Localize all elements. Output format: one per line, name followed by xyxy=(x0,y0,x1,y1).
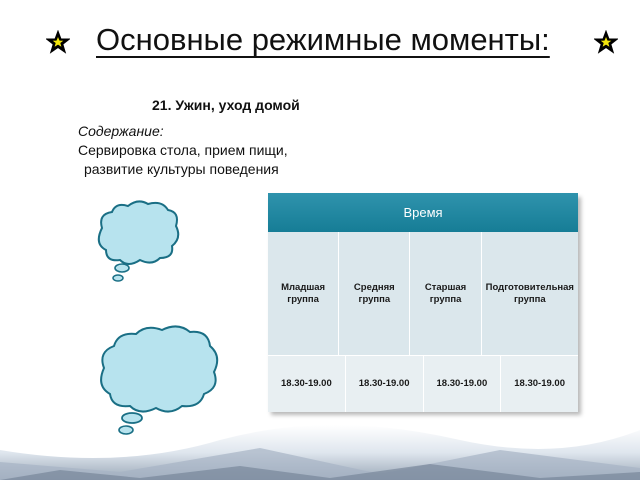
schedule-table xyxy=(268,193,578,411)
star-icon xyxy=(594,30,618,54)
time-cell: 18.30-19.00 xyxy=(500,356,578,412)
time-cell: 18.30-19.00 xyxy=(345,356,423,412)
content-line: развитие культуры поведения xyxy=(84,161,279,177)
star-icon xyxy=(46,30,70,54)
thought-cloud-icon xyxy=(94,322,224,440)
table-row-times xyxy=(268,355,578,412)
group-cell-preparatory: Подготовительная группа xyxy=(481,232,578,355)
group-cell-middle: Средняя группа xyxy=(338,232,409,355)
page-title: Основные режимные моменты: xyxy=(96,22,550,57)
thought-cloud-icon xyxy=(92,198,184,284)
table-header-time: Время xyxy=(268,193,578,232)
time-cell: 18.30-19.00 xyxy=(281,378,332,389)
content-line: Сервировка стола, прием пищи, xyxy=(78,142,288,158)
section-subtitle: 21. Ужин, уход домой xyxy=(152,97,300,113)
table-row-groups xyxy=(268,232,578,355)
group-cell-senior: Старшая группа xyxy=(409,232,480,355)
time-cell: 18.30-19.00 xyxy=(423,356,501,412)
group-cell-junior: Младшая группа xyxy=(281,281,326,305)
content-label: Содержание: xyxy=(78,123,164,139)
